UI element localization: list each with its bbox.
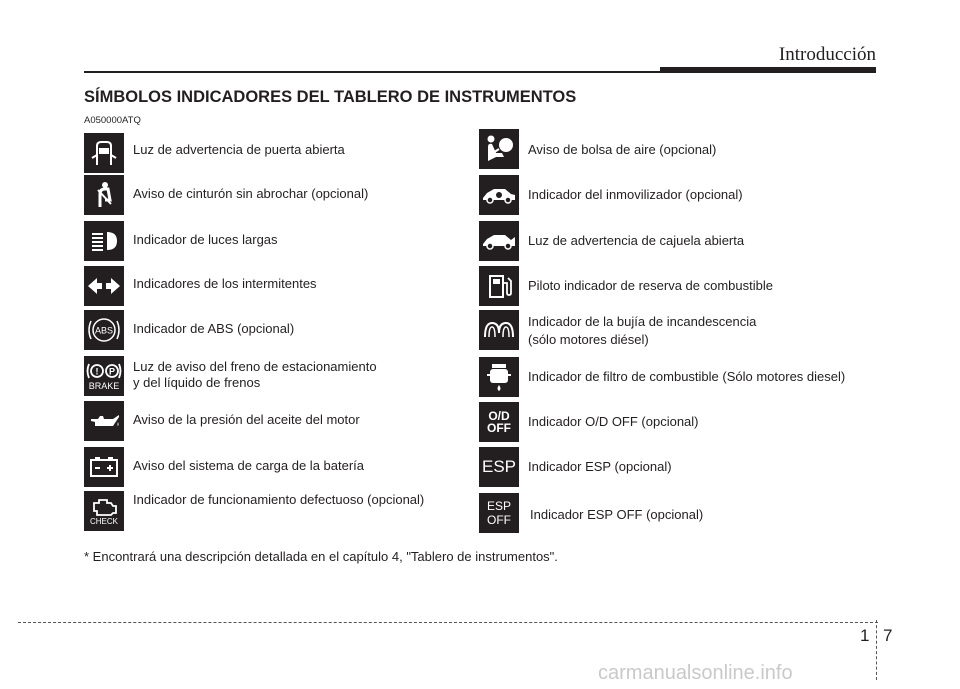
indicator-label: Indicador ESP OFF (opcional) bbox=[530, 507, 704, 522]
section-title: SÍMBOLOS INDICADORES DEL TABLERO DE INSTRUMENTOS bbox=[84, 88, 577, 106]
airbag-icon bbox=[479, 129, 519, 169]
indicator-label: Indicador ESP (opcional) bbox=[528, 459, 672, 474]
svg-text:!: ! bbox=[95, 366, 99, 377]
immobilizer-icon bbox=[479, 175, 519, 215]
header-line bbox=[84, 71, 660, 73]
footnote: * Encontrará una descripción detallada en el capítulo 4, "Tablero de instrumentos". bbox=[84, 549, 558, 564]
indicator-label: Luz de advertencia de cajuela abierta bbox=[528, 233, 745, 248]
indicator-label: Indicador de filtro de combustible (Sólo motores diesel) bbox=[528, 369, 846, 384]
esp-off-icon: ESP OFF bbox=[479, 493, 519, 533]
page-number-divider bbox=[876, 620, 877, 680]
indicator-label: Luz de advertencia de puerta abierta bbox=[133, 142, 345, 157]
indicator-label: Aviso del sistema de carga de la batería bbox=[133, 458, 365, 473]
indicator-label: Indicador de funcionamiento defectuoso (opcional) bbox=[133, 492, 425, 507]
indicator-label: Indicador O/D OFF (opcional) bbox=[528, 414, 699, 429]
trunk-open-icon bbox=[479, 221, 519, 261]
indicator-label: Indicador de la bujía de incandescencia (sólo motores diésel) bbox=[528, 314, 757, 347]
glow-plug-icon bbox=[479, 310, 519, 350]
indicator-label: Indicador de luces largas bbox=[133, 232, 278, 247]
header-bar bbox=[660, 67, 876, 73]
high-beam-icon bbox=[84, 221, 124, 261]
door-open-icon bbox=[84, 133, 124, 173]
indicator-label: Luz de aviso del freno de estacionamiento y del líquido de frenos bbox=[133, 359, 377, 390]
abs-icon bbox=[84, 310, 124, 350]
check-engine-icon: CHECK bbox=[84, 491, 124, 531]
oil-pressure-icon bbox=[84, 401, 124, 441]
indicator-label: Indicador de ABS (opcional) bbox=[133, 321, 295, 336]
indicator-label: Aviso de la presión del aceite del motor bbox=[133, 412, 360, 427]
indicator-label: Aviso de bolsa de aire (opcional) bbox=[528, 142, 717, 157]
battery-icon bbox=[84, 447, 124, 487]
header-title: Introducción bbox=[778, 44, 876, 65]
fuel-filter-icon bbox=[479, 357, 519, 397]
indicator-label: Aviso de cinturón sin abrochar (opcional) bbox=[133, 186, 369, 201]
fuel-icon bbox=[479, 266, 519, 306]
turn-signal-icon bbox=[84, 266, 124, 306]
chapter-number: 1 bbox=[860, 626, 870, 645]
svg-text:ABS: ABS bbox=[94, 325, 114, 336]
page-number: 7 bbox=[883, 626, 893, 645]
brake-icon: ! P BRAKE bbox=[84, 356, 124, 396]
od-off-icon: O/D OFF bbox=[479, 402, 519, 442]
esp-icon: ESP bbox=[479, 447, 519, 487]
section-code: A050000ATQ bbox=[84, 115, 141, 126]
footer-divider bbox=[18, 622, 878, 623]
indicator-label: Piloto indicador de reserva de combustible bbox=[528, 278, 773, 293]
seatbelt-icon bbox=[84, 175, 124, 215]
indicator-label: Indicador del inmovilizador (opcional) bbox=[528, 187, 743, 202]
svg-text:P: P bbox=[108, 366, 116, 377]
watermark: carmanualsonline.info bbox=[598, 662, 793, 684]
indicator-label: Indicadores de los intermitentes bbox=[133, 276, 317, 291]
